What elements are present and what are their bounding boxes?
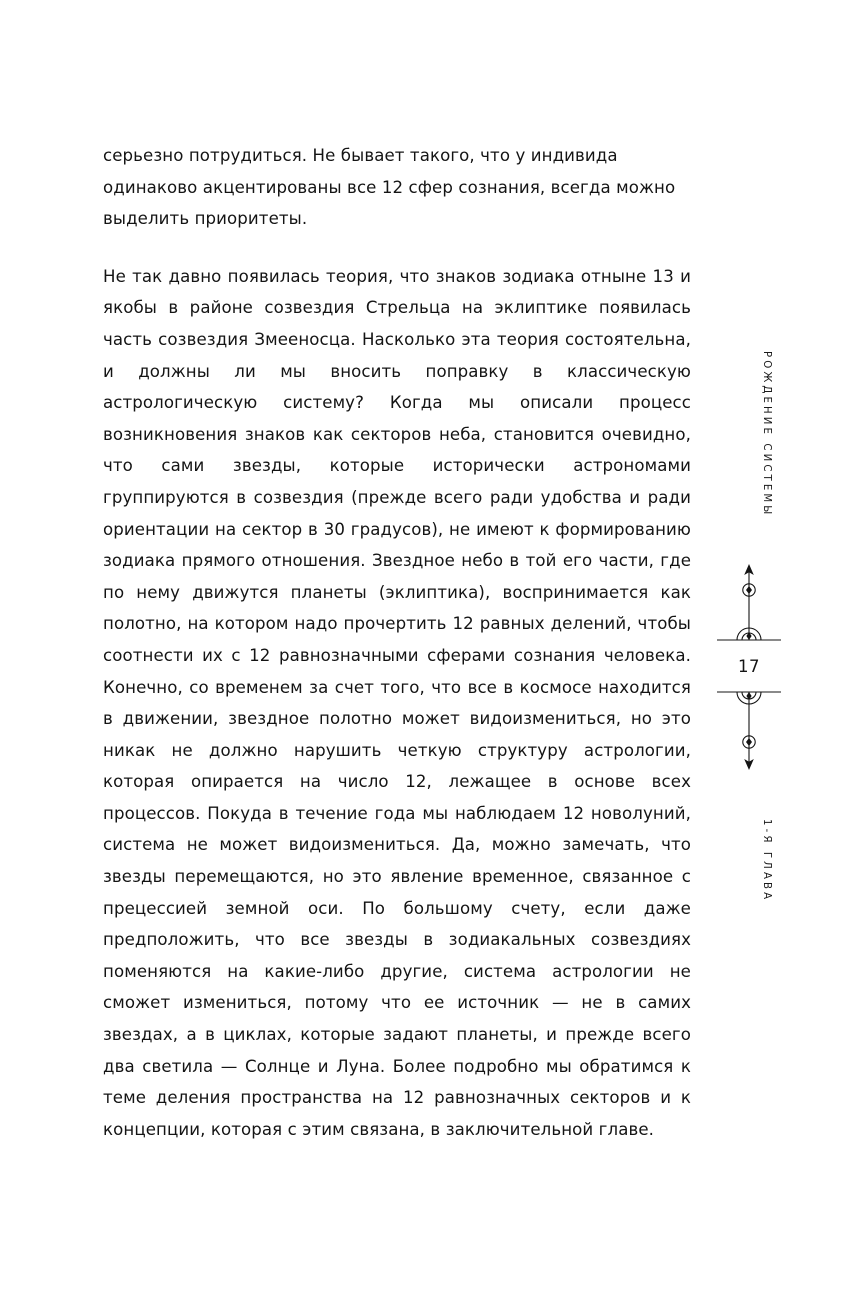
body-text-column bbox=[103, 140, 691, 1145]
running-foot-label: 1-Я ГЛАВА bbox=[761, 819, 772, 903]
paragraph-main: Не так давно появилась теория, что знаков зодиака отныне 13 и якобы в районе созвездия Стрельца на эклиптике появилась часть созвездия Змееносца. Насколько эта теория состоятельна, и должны ли мы вносить поправку в классическую астрологическую систему? Когда мы описали процесс возникновения знаков как секторов неба, становится очевидно, что сами звезды, которые исторически астрономами группируются в созвездия (прежде всего ради удобства и ради ориентации на сектор в 30 градусов), не имеют к формированию зодиака прямого отношения. Звездное небо в той его части, где по нему движутся планеты (эклиптика), воспринимается как полотно, на котором надо прочертить 12 равных делений, чтобы соотнести их с 12 равнозначными сферами сознания человека. Конечно, со временем за счет того, что все в космосе находится в движении, звездное полотно может видоизмениться, но это никак не должно нарушить четкую структуру астрологии, которая опирается на число 12, лежащее в основе всех процессов. Покуда в течение года мы наблюдаем 12 новолуний, система не может видоизмениться. Да, можно замечать, что звезды перемещаются, но это явление временное, связанное с прецессией земной оси. По большому счету, если даже предположить, что все звезды в зодиакальных созвездиях поменяются на какие-либо другие, система астрологии не сможет измениться, потому что ее источник — не в самих звездах, а в циклах, которые задают планеты, и прежде всего два светила — Солнце и Луна. Более подробно мы обратимся к теме деления пространства на 12 равнозначных секторов и к концепции, которая с этим связана, в заключительной главе. bbox=[103, 266, 691, 1139]
double-arrow-rule-ornament-icon bbox=[715, 562, 783, 792]
page-number: 17 bbox=[738, 657, 760, 676]
running-head-label: РОЖДЕНИЕ СИСТЕМЫ bbox=[761, 350, 772, 518]
page-number-ornament bbox=[715, 562, 783, 792]
paragraph-continuation: серьезно потрудиться. Не бывает такого, что у индивида одинаково акцентированы все 12 сфер сознания, всегда можно выделить приоритеты. bbox=[103, 146, 676, 229]
